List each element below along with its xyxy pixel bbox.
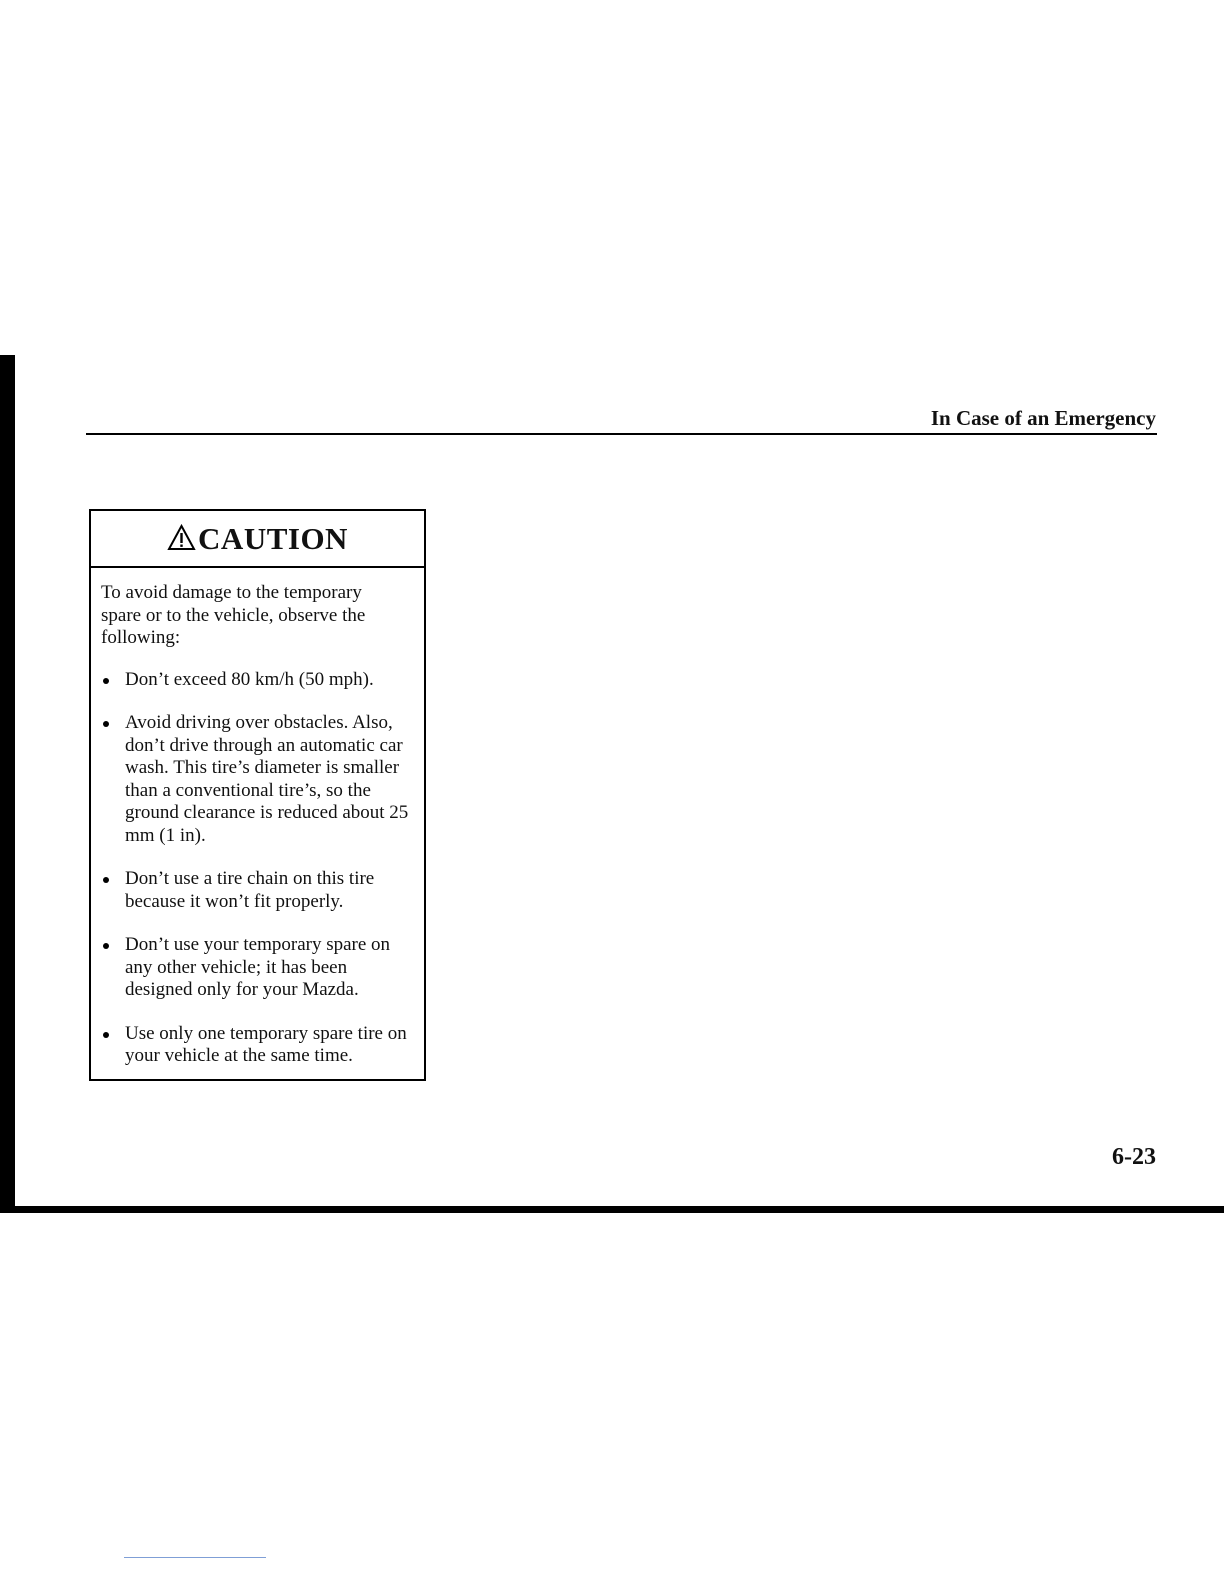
page-number: 6-23 (1112, 1144, 1156, 1170)
caution-box (89, 509, 426, 1081)
list-item-text: Don’t use a tire chain on this tire because it won’t fit properly. (125, 868, 375, 912)
list-item-text: Don’t exceed 80 km/h (50 mph). (125, 668, 374, 690)
bullet-icon (103, 721, 109, 727)
bullet-icon (103, 877, 109, 883)
list-item (101, 1023, 414, 1068)
caution-body (91, 568, 424, 1068)
list-item-text: Avoid driving over obstacles. Also, don’t drive through an automatic car wash. This tire’s diameter is smaller than a conventional tire’s, so the ground clearance is reduced about 25 mm (1 in). (125, 712, 409, 846)
warning-triangle-icon (167, 524, 196, 551)
list-item-text: Don’t use your temporary spare on any other vehicle; it has been designed only for your Mazda. (125, 934, 391, 1000)
scan-artifact-line (124, 1557, 266, 1558)
section-title: In Case of an Emergency (930, 406, 1156, 430)
caution-list (101, 669, 414, 1068)
bullet-icon (103, 1032, 109, 1038)
left-margin-bar (0, 355, 15, 1213)
list-item (101, 712, 414, 847)
list-item (101, 669, 414, 692)
list-item (101, 934, 414, 1002)
bottom-margin-bar (0, 1206, 1224, 1213)
list-item-text: Use only one temporary spare tire on your vehicle at the same time. (125, 1022, 407, 1066)
caution-title: CAUTION (198, 520, 348, 556)
list-item (101, 868, 414, 913)
bullet-icon (103, 678, 109, 684)
caution-header (91, 511, 424, 568)
header-rule (86, 433, 1157, 435)
caution-intro: To avoid damage to the temporary spare or to the vehicle, observe the following: (101, 582, 366, 648)
bullet-icon (103, 943, 109, 949)
